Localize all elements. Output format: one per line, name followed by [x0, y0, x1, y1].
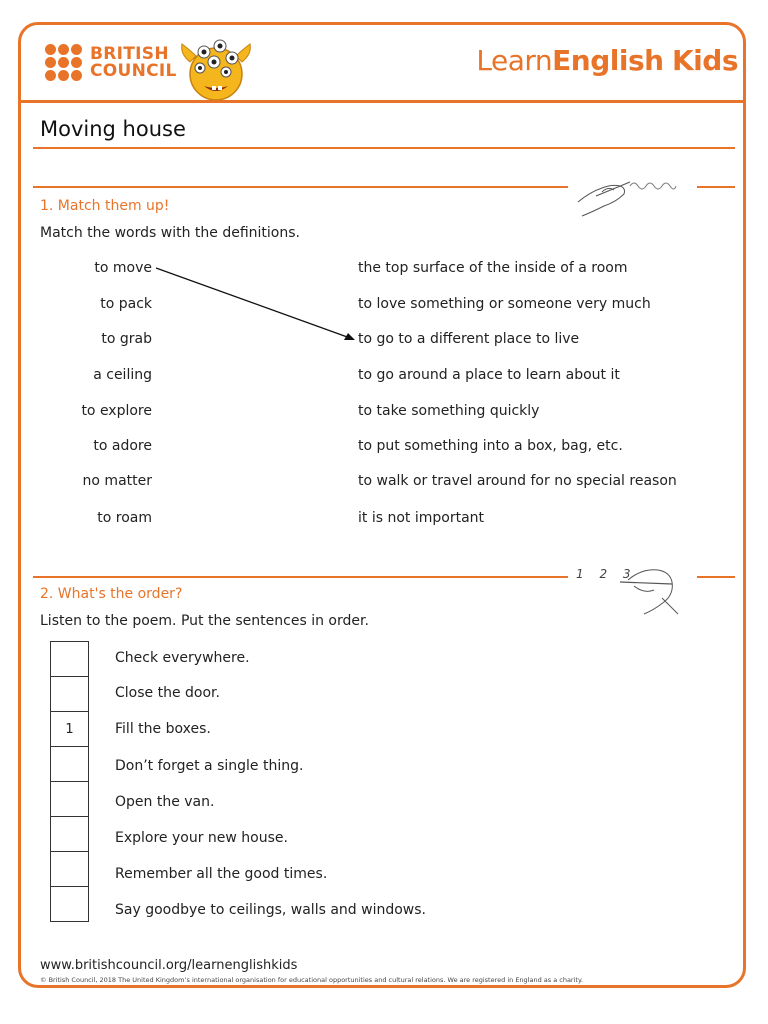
- order-box[interactable]: [51, 817, 89, 852]
- order-box[interactable]: [51, 782, 89, 817]
- writing-hand-icon: [614, 560, 688, 618]
- match-definition: the top surface of the inside of a room: [358, 260, 628, 276]
- match-definition: to take something quickly: [358, 403, 540, 419]
- order-boxes: [50, 641, 89, 922]
- order-box[interactable]: [51, 677, 89, 712]
- order-box[interactable]: [51, 852, 89, 887]
- match-word: to grab: [101, 331, 152, 347]
- match-definition: to put something into a box, bag, etc.: [358, 438, 623, 454]
- order-box[interactable]: [51, 642, 89, 677]
- bc-line-1: BRITISH: [90, 43, 169, 64]
- order-box[interactable]: 1: [51, 712, 89, 747]
- footer-url[interactable]: www.britishcouncil.org/learnenglishkids: [40, 958, 298, 973]
- order-sentence: Remember all the good times.: [115, 866, 328, 882]
- order-sentence: Fill the boxes.: [115, 721, 211, 737]
- match-definition: to love something or someone very much: [358, 296, 651, 312]
- match-definition: to go to a different place to live: [358, 331, 580, 347]
- section2-rule-right: [697, 576, 735, 578]
- order-sentence: Say goodbye to ceilings, walls and windows.: [115, 902, 426, 918]
- match-word: to adore: [93, 438, 152, 454]
- match-word: to roam: [97, 510, 152, 526]
- order-sentence: Open the van.: [115, 794, 215, 810]
- match-word: to pack: [100, 296, 152, 312]
- match-definition: to walk or travel around for no special reason: [358, 473, 677, 489]
- order-numbers-icon: 1 2 3: [576, 567, 637, 581]
- order-sentence: Explore your new house.: [115, 830, 288, 846]
- match-word: to explore: [81, 403, 152, 419]
- match-word: a ceiling: [93, 367, 152, 383]
- order-box[interactable]: [51, 887, 89, 922]
- match-word: no matter: [82, 473, 152, 489]
- bc-line-2: COUNCIL: [90, 60, 177, 81]
- footer-copyright: © British Council, 2018 The United Kingdom’s international organisation for educational opportunities and cultural relations. We are registered in England as a charity.: [40, 976, 583, 984]
- order-sentence: Check everywhere.: [115, 650, 250, 666]
- section1-heading: 1. Match them up!: [40, 198, 170, 214]
- page-title: Moving house: [40, 117, 186, 141]
- lek-learn: Learn: [476, 44, 553, 77]
- section1-instruction: Match the words with the definitions.: [40, 225, 300, 241]
- order-sentence: Don’t forget a single thing.: [115, 758, 304, 774]
- order-sentence: Close the door.: [115, 685, 220, 701]
- section2-heading: 2. What's the order?: [40, 586, 183, 602]
- lek-kids: Kids: [671, 44, 738, 77]
- match-word: to move: [94, 260, 152, 276]
- match-definition: it is not important: [358, 510, 485, 526]
- section2-instruction: Listen to the poem. Put the sentences in order.: [40, 613, 369, 629]
- section2-rule-left: [33, 576, 568, 578]
- order-box[interactable]: [51, 747, 89, 782]
- match-definition: to go around a place to learn about it: [358, 367, 620, 383]
- lek-english: English: [552, 44, 664, 77]
